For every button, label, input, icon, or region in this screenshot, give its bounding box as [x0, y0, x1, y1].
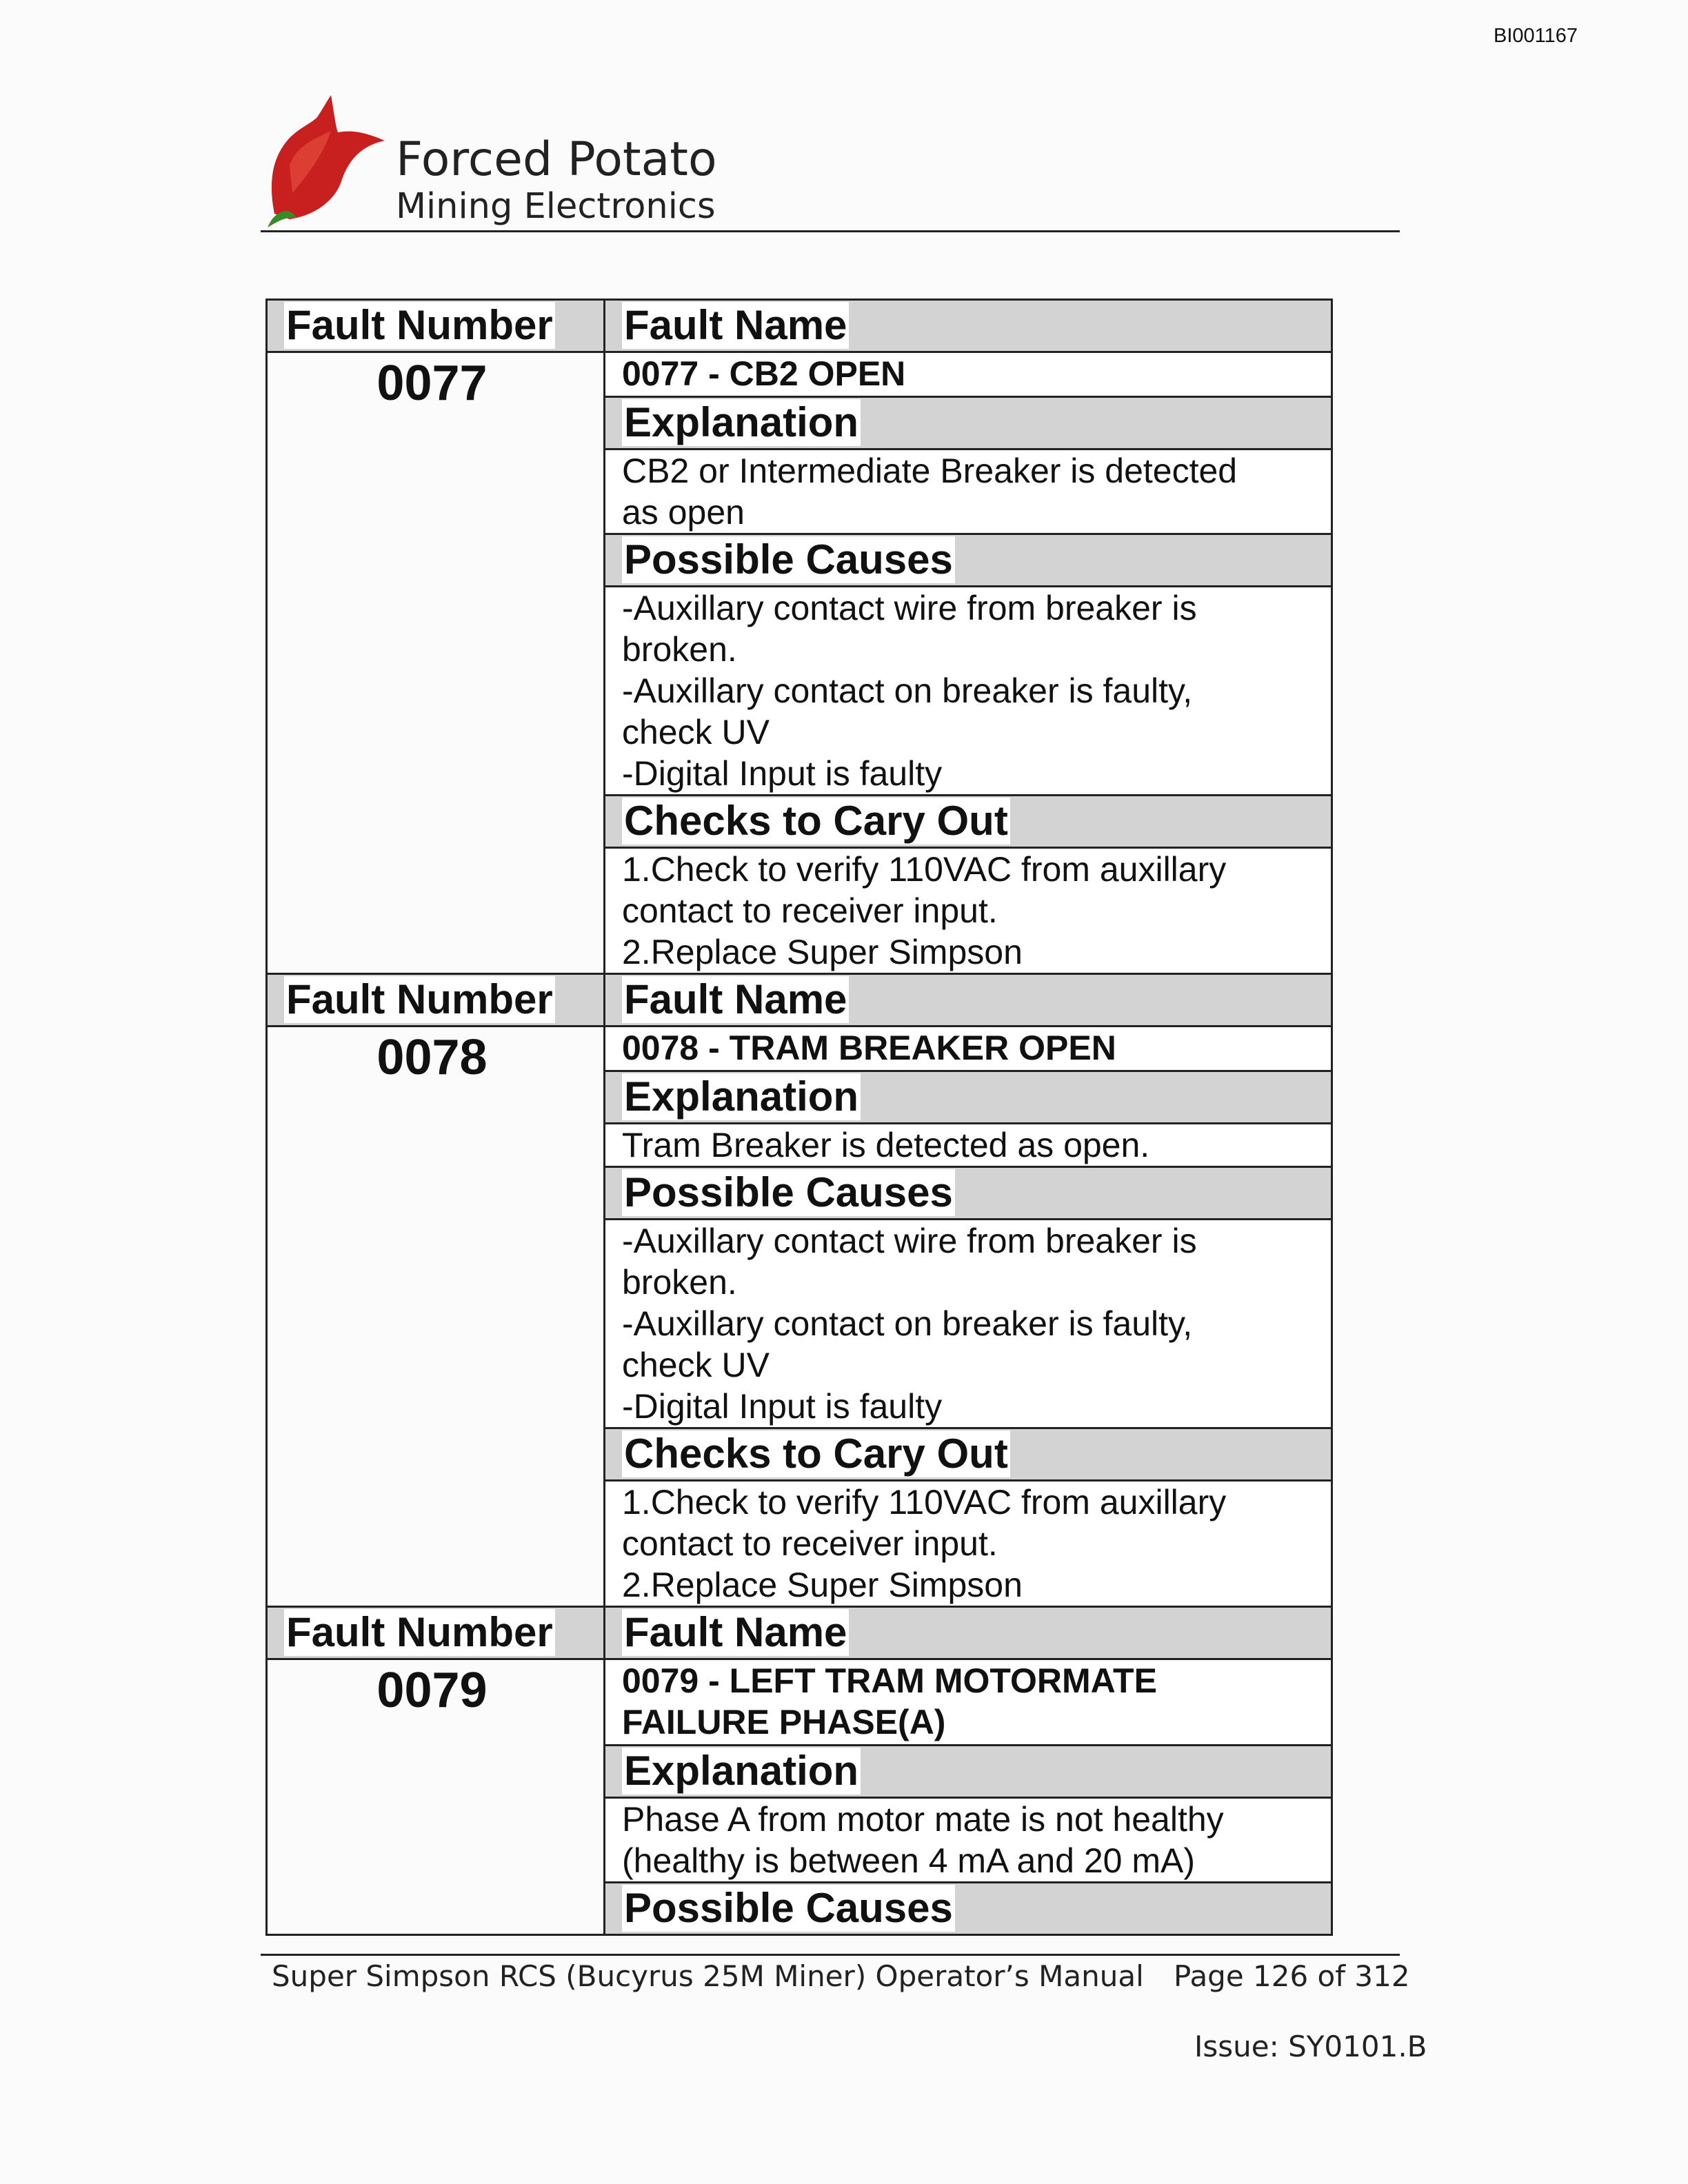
fault-number-cell	[267, 1659, 605, 1935]
fault-name-label: Fault Name	[622, 976, 849, 1023]
explanation-header	[605, 1071, 1332, 1124]
explanation-text-line: (healthy is between 4 mA and 20 mA)	[622, 1841, 1196, 1880]
possible-causes-header	[605, 534, 1332, 587]
checks-header	[605, 796, 1332, 848]
possible-causes-label: Possible Causes	[622, 536, 955, 583]
footer-issue: Issue: SY0101.B	[1194, 2030, 1427, 2063]
possible-causes-label: Possible Causes	[622, 1169, 955, 1216]
checks-text-line: 2.Replace Super Simpson	[622, 1566, 1023, 1604]
fault-name-value-line: FAILURE PHASE(A)	[622, 1703, 946, 1741]
checks-text-line: 2.Replace Super Simpson	[622, 933, 1023, 971]
company-logo	[262, 90, 717, 228]
fault-detail-row	[267, 1027, 1332, 1071]
explanation-text-line: Phase A from motor mate is not healthy	[622, 1800, 1224, 1839]
explanation-header	[605, 1746, 1332, 1798]
checks-label: Checks to Cary Out	[622, 1430, 1010, 1477]
possible-causes-header	[605, 1167, 1332, 1220]
fault-number-cell	[267, 352, 605, 974]
fault-number-header	[267, 300, 605, 352]
possible-causes-text-line: -Auxillary contact wire from breaker is	[622, 589, 1197, 627]
possible-causes-label: Possible Causes	[622, 1885, 955, 1932]
possible-causes-text	[605, 587, 1332, 796]
possible-causes-text-line: check UV	[622, 713, 770, 751]
explanation-label: Explanation	[622, 1073, 861, 1120]
fault-number-value: 0079	[376, 1663, 488, 1718]
explanation-text	[605, 1798, 1332, 1883]
checks-label: Checks to Cary Out	[622, 798, 1010, 845]
fault-detail-row	[267, 1659, 1332, 1746]
fault-name-value	[605, 352, 1332, 397]
possible-causes-text-line: check UV	[622, 1346, 770, 1384]
fault-name-header	[605, 300, 1332, 352]
fault-number-header	[267, 1607, 605, 1659]
explanation-header	[605, 397, 1332, 449]
brand-subtitle: Mining Electronics	[396, 186, 716, 227]
fault-name-value-line: 0079 - LEFT TRAM MOTORMATE	[622, 1661, 1157, 1700]
fault-header-row	[267, 1607, 1332, 1659]
footer-manual-title: Super Simpson RCS (Bucyrus 25M Miner) Operator’s Manual	[272, 1959, 1144, 1993]
checks-text	[605, 1481, 1332, 1607]
fault-name-header	[605, 974, 1332, 1027]
fault-number-value: 0078	[376, 1030, 488, 1085]
document-id: BI001167	[1494, 25, 1578, 47]
fault-detail-row	[267, 352, 1332, 397]
fault-header-row	[267, 974, 1332, 1027]
fault-number-value: 0077	[376, 356, 488, 411]
checks-text-line: contact to receiver input.	[622, 1524, 998, 1563]
footer-page-number: Page 126 of 312	[1174, 1959, 1410, 1993]
fault-name-value-line: 0078 - TRAM BREAKER OPEN	[622, 1029, 1116, 1067]
possible-causes-text	[605, 1220, 1332, 1428]
fault-name-header	[605, 1607, 1332, 1659]
checks-text-line: 1.Check to verify 110VAC from auxillary	[622, 850, 1227, 889]
explanation-label: Explanation	[622, 399, 861, 446]
possible-causes-text-line: broken.	[622, 630, 737, 669]
fault-name-label: Fault Name	[622, 302, 849, 349]
explanation-label: Explanation	[622, 1748, 861, 1794]
possible-causes-text-line: -Digital Input is faulty	[622, 1387, 943, 1426]
possible-causes-text-line: -Auxillary contact on breaker is faulty,	[622, 1304, 1193, 1343]
explanation-text-line: CB2 or Intermediate Breaker is detected	[622, 452, 1238, 490]
fault-name-value	[605, 1027, 1332, 1071]
fault-name-value-line: 0077 - CB2 OPEN	[622, 354, 906, 393]
fault-header-row	[267, 300, 1332, 352]
possible-causes-text-line: -Digital Input is faulty	[622, 754, 943, 793]
explanation-text	[605, 449, 1332, 534]
brand-name: Forced Potato	[396, 132, 717, 187]
fault-number-label: Fault Number	[284, 1609, 555, 1656]
explanation-text	[605, 1124, 1332, 1167]
fault-number-label: Fault Number	[284, 302, 555, 349]
fault-number-cell	[267, 1027, 605, 1607]
footer-divider	[261, 1954, 1400, 1956]
checks-header	[605, 1428, 1332, 1481]
fault-table	[265, 299, 1333, 1936]
checks-text-line: 1.Check to verify 110VAC from auxillary	[622, 1483, 1227, 1521]
checks-text	[605, 848, 1332, 974]
possible-causes-header	[605, 1883, 1332, 1935]
possible-causes-text-line: -Auxillary contact wire from breaker is	[622, 1222, 1197, 1260]
red-flower-logo-icon	[262, 90, 386, 228]
fault-number-label: Fault Number	[284, 976, 555, 1023]
checks-text-line: contact to receiver input.	[622, 891, 998, 930]
header-divider	[261, 230, 1400, 232]
explanation-text-line: Tram Breaker is detected as open.	[622, 1126, 1150, 1164]
possible-causes-text-line: -Auxillary contact on breaker is faulty,	[622, 671, 1193, 710]
fault-name-value	[605, 1659, 1332, 1746]
possible-causes-text-line: broken.	[622, 1263, 737, 1302]
explanation-text-line: as open	[622, 493, 745, 532]
fault-number-header	[267, 974, 605, 1027]
fault-name-label: Fault Name	[622, 1609, 849, 1656]
